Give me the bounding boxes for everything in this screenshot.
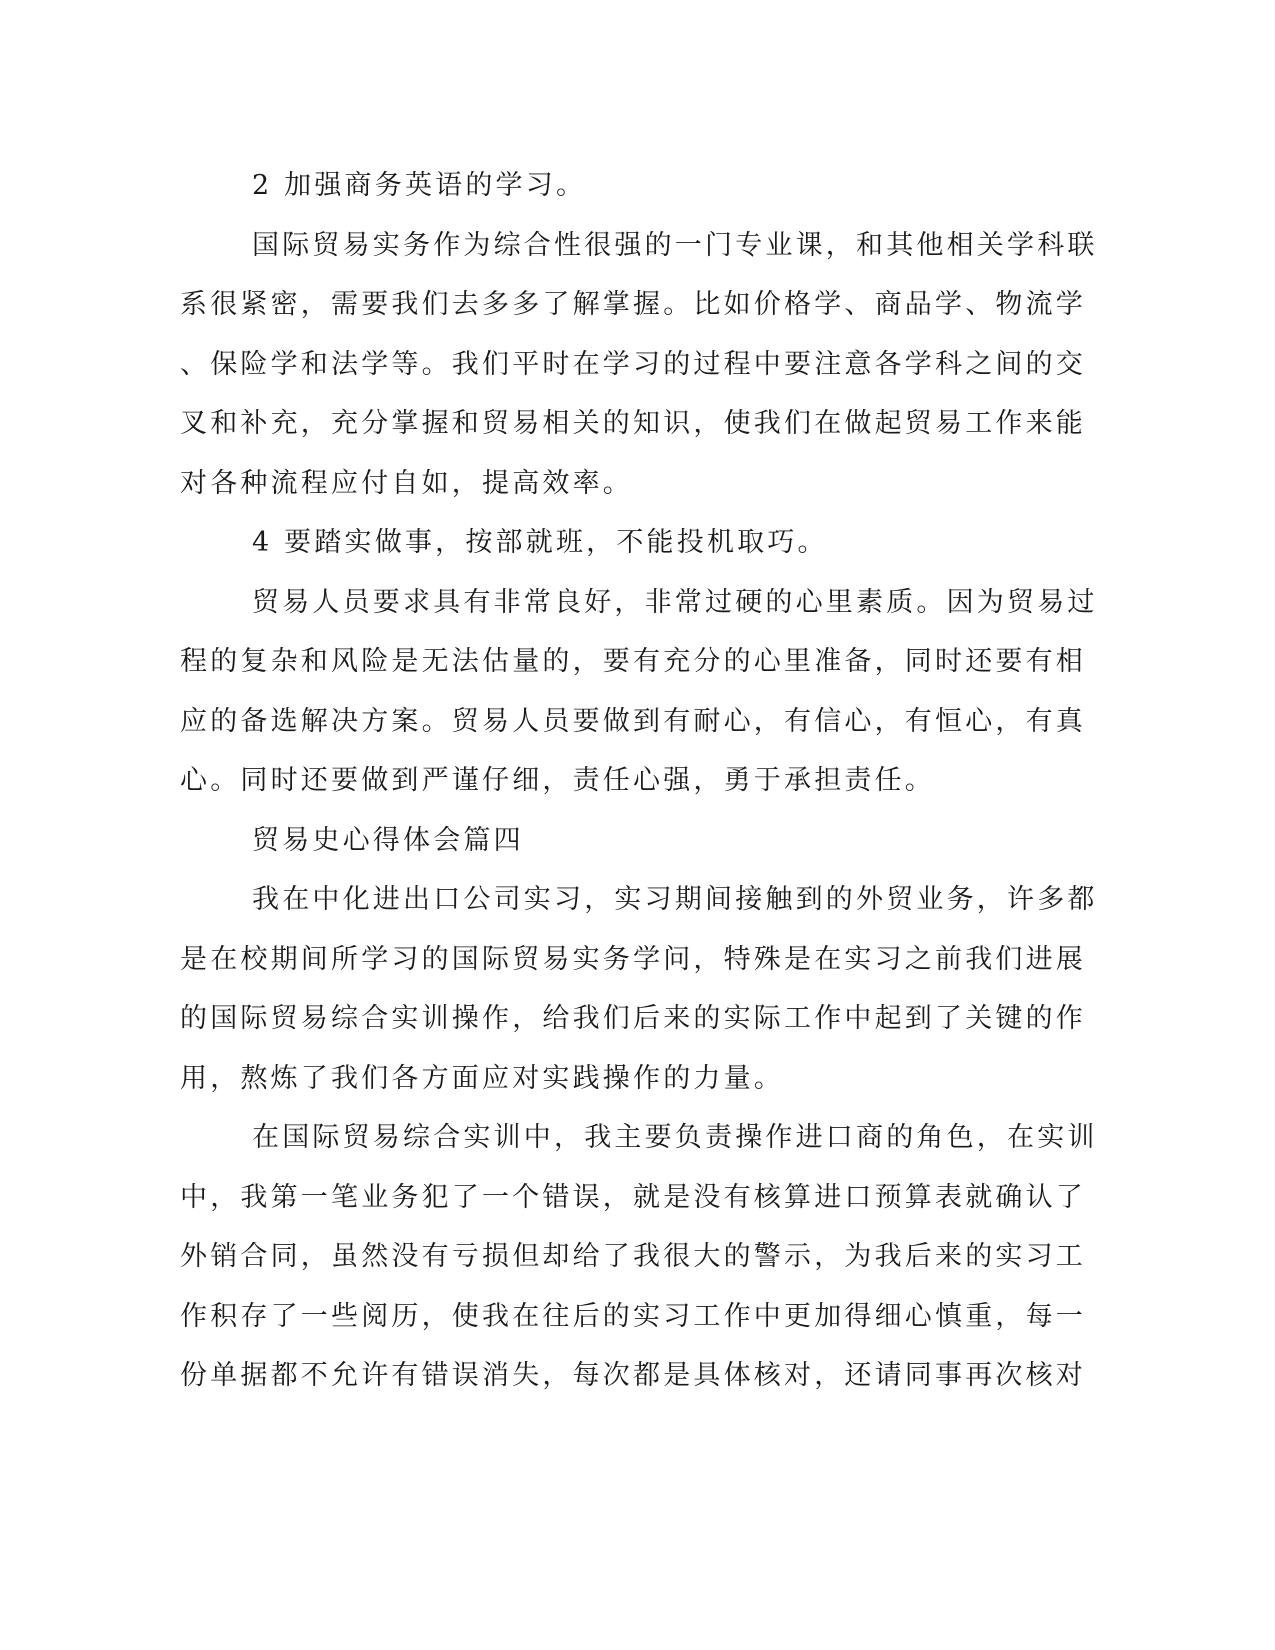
- text-line: 是在校期间所学习的国际贸易实务学问，特殊是在实习之前我们进展: [180, 943, 1086, 975]
- text-line: 系很紧密，需要我们去多多了解掌握。比如价格学、商品学、物流学: [180, 289, 1086, 320]
- text-line: 4 要踏实做事，按部就班，不能投机取巧。: [252, 527, 828, 558]
- text-line: 在国际贸易综合实训中，我主要负责操作进口商的角色，在实训: [252, 1122, 1098, 1153]
- text-line: 程的复杂和风险是无法估量的，要有充分的心里准备，同时还要有相: [180, 646, 1086, 677]
- text-line: 外销合同，虽然没有亏损但却给了我很大的警示，为我后来的实习工: [180, 1241, 1086, 1272]
- text-line: 国际贸易实务作为综合性很强的一门专业课，和其他相关学科联: [252, 229, 1098, 261]
- text-line: 的国际贸易综合实训操作，给我们后来的实际工作中起到了关键的作: [180, 1003, 1086, 1034]
- text-line: 我在中化进出口公司实习，实习期间接触到的外贸业务，许多都: [252, 884, 1098, 915]
- text-line: 作积存了一些阅历，使我在往后的实习工作中更加得细心慎重，每一: [180, 1300, 1086, 1332]
- text-line: 2 加强商务英语的学习。: [252, 170, 587, 201]
- text-line: 、保险学和法学等。我们平时在学习的过程中要注意各学科之间的交: [180, 348, 1086, 380]
- text-line: 用，熬炼了我们各方面应对实践操作的力量。: [180, 1062, 784, 1094]
- text-line: 份单据都不允许有错误消失，每次都是具体核对，还请同事再次核对: [180, 1360, 1086, 1391]
- section-heading: 贸易史心得体会篇四: [252, 824, 524, 856]
- text-line: 中，我第一笔业务犯了一个错误，就是没有核算进口预算表就确认了: [180, 1181, 1086, 1213]
- text-line: 叉和补充，充分掌握和贸易相关的知识，使我们在做起贸易工作来能: [180, 408, 1086, 439]
- text-line: 应的备选解决方案。贸易人员要做到有耐心，有信心，有恒心，有真: [180, 705, 1086, 737]
- text-line: 贸易人员要求具有非常良好，非常过硬的心里素质。因为贸易过: [252, 586, 1098, 618]
- text-line: 心。同时还要做到严谨仔细，责任心强，勇于承担责任。: [180, 765, 935, 796]
- text-line: 对各种流程应付自如，提高效率。: [180, 467, 633, 499]
- document-body: [180, 156, 1098, 1406]
